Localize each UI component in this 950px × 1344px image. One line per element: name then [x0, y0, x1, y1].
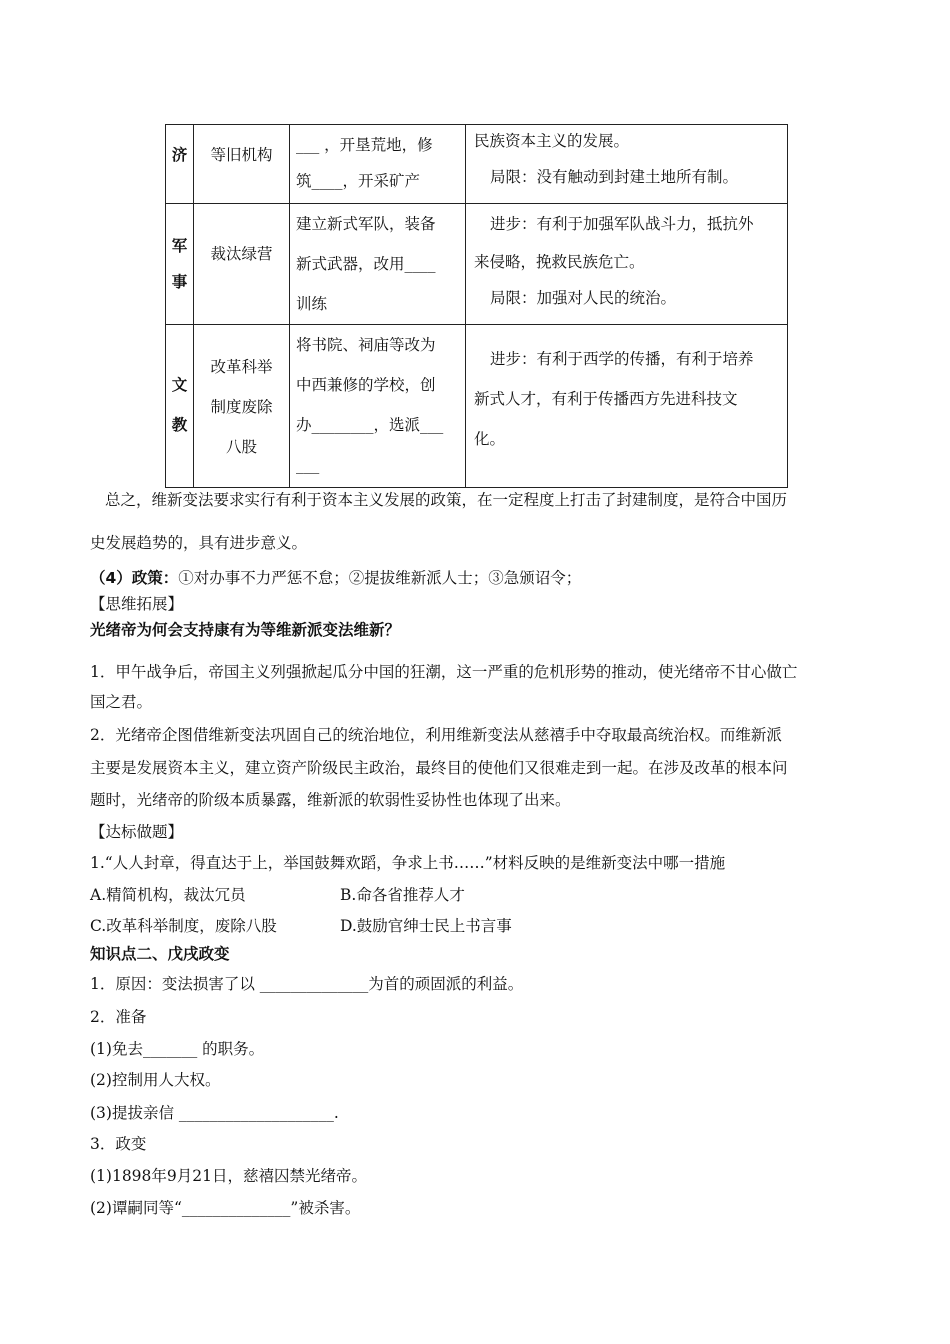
policy-label: （4）政策：: [90, 569, 179, 587]
category-cell: [166, 204, 194, 325]
option-a: A.精简机构，裁汰冗员: [90, 886, 246, 904]
evaluation-cell: [466, 125, 788, 204]
measures-text: 裁汰绿营: [210, 245, 273, 263]
evaluation-line: 来侵略，挽救民族危亡。: [474, 253, 645, 271]
prep-item: [90, 1101, 339, 1123]
content-line: 将书院、祠庙等改为: [296, 336, 436, 354]
category-cell: [166, 125, 194, 204]
category-label: 事: [171, 273, 188, 291]
evaluation-line: 新式人才，有利于传播西方先进科技文: [474, 390, 738, 408]
evaluation-cell: [466, 325, 788, 488]
content-line: 训练: [296, 295, 328, 313]
cause-line: [90, 972, 523, 994]
content-line: ___: [296, 456, 320, 474]
thinking-question: 光绪帝为何会支持康有为等维新派变法维新？: [90, 621, 401, 639]
option-c: C.改革科举制度，废除八股: [90, 917, 277, 935]
prep3-blank: ____________________.: [178, 1104, 339, 1122]
content-cell: [290, 204, 466, 325]
summary-line: 史发展趋势的，具有进步意义。: [90, 534, 308, 552]
evaluation-line: 局限：加强对人民的统治。: [490, 289, 677, 307]
prep-item: [90, 1037, 264, 1059]
content-cell: [290, 125, 466, 204]
evaluation-line: 化。: [474, 430, 506, 448]
measures-cell: [194, 125, 290, 204]
prep1-prefix: (1)免去: [90, 1040, 143, 1058]
table-row: [166, 325, 788, 488]
cause-blank: ______________: [259, 975, 369, 993]
content-line: ___ ，开垦荒地，修: [296, 136, 433, 154]
option-d: D.鼓励官绅士民上书言事: [340, 917, 512, 935]
thinking-paragraph: 题时，光绪帝的阶级本质暴露，维新派的软弱性妥协性也体现了出来。: [90, 791, 571, 809]
measures-cell: [194, 204, 290, 325]
evaluation-line: 民族资本主义的发展。: [474, 132, 630, 150]
thinking-heading: 【思维拓展】: [90, 595, 184, 613]
measures-text: 改革科举: [210, 358, 273, 376]
table-row: [166, 204, 788, 325]
content-line: 办________，选派___: [296, 416, 444, 434]
option-b: B.命各省推荐人才: [340, 886, 465, 904]
coup-item: [90, 1196, 360, 1218]
section-heading: 知识点二、戊戌政变: [90, 945, 230, 963]
category-label: 教: [171, 416, 188, 434]
evaluation-line: 进步：有利于西学的传播，有利于培养: [490, 350, 754, 368]
category-label: 济: [171, 146, 188, 164]
prep-item: (2)控制用人大权。: [90, 1071, 221, 1089]
coup-item: (1)1898年9月21日，慈禧囚禁光绪帝。: [90, 1167, 367, 1185]
policy-text: ①对办事不力严惩不怠；②提拔维新派人士；③急颁诏令；: [178, 569, 582, 587]
measures-text: 制度废除: [210, 398, 273, 416]
prep1-suffix: 的职务。: [197, 1040, 265, 1058]
prep-heading: 2．准备: [90, 1008, 147, 1026]
content-line: 建立新式军队，装备: [296, 215, 436, 233]
practice-heading: 【达标做题】: [90, 823, 184, 841]
thinking-paragraph: 主要是发展资本主义，建立资产阶级民主政治，最终目的使他们又很难走到一起。在涉及改革的根本问: [90, 759, 788, 777]
summary-line: 总之，维新变法要求实行有利于资本主义发展的政策，在一定程度上打击了封建制度，是符合中国历: [105, 491, 788, 509]
content-cell: [290, 325, 466, 488]
category-cell: [166, 325, 194, 488]
cause-prefix: 1．原因：变法损害了以: [90, 975, 260, 993]
content-line: 筑____，开采矿产: [296, 172, 421, 190]
evaluation-cell: [466, 204, 788, 325]
thinking-paragraph: 2．光绪帝企图借维新变法巩固自己的统治地位，利用维新变法从慈禧手中夺取最高统治权。而维新派: [90, 726, 782, 744]
evaluation-line: 进步：有利于加强军队战斗力，抵抗外: [490, 215, 754, 233]
evaluation-line: 局限：没有触动到封建土地所有制。: [490, 168, 739, 186]
policy-line: [90, 566, 581, 588]
thinking-paragraph: 1．甲午战争后，帝国主义列强掀起瓜分中国的狂潮，这一严重的危机形势的推动，使光绪帝不甘心做亡: [90, 663, 798, 681]
prep1-blank: _______: [142, 1040, 198, 1058]
thinking-paragraph: 国之君。: [90, 693, 153, 711]
coup2-blank: ______________: [181, 1199, 291, 1217]
table-row: [166, 125, 788, 204]
category-label: 文: [171, 376, 188, 394]
cause-suffix: 为首的顽固派的利益。: [368, 975, 524, 993]
category-label: 军: [171, 237, 188, 255]
measures-text: 八股: [225, 438, 257, 456]
prep3-prefix: (3)提拔亲信: [90, 1104, 179, 1122]
coup2-prefix: (2)谭嗣同等“: [90, 1199, 182, 1217]
practice-question: 1.“人人封章，得直达于上，举国鼓舞欢蹈，争求上书……”材料反映的是维新变法中哪一措施: [90, 854, 726, 872]
content-line: 中西兼修的学校，创: [296, 376, 436, 394]
coup-heading: 3．政变: [90, 1135, 147, 1153]
measures-cell: [194, 325, 290, 488]
coup2-suffix: ”被杀害。: [290, 1199, 361, 1217]
measures-text: 等旧机构: [210, 146, 273, 164]
reform-table: [165, 124, 788, 488]
content-line: 新式武器，改用____: [296, 255, 436, 273]
